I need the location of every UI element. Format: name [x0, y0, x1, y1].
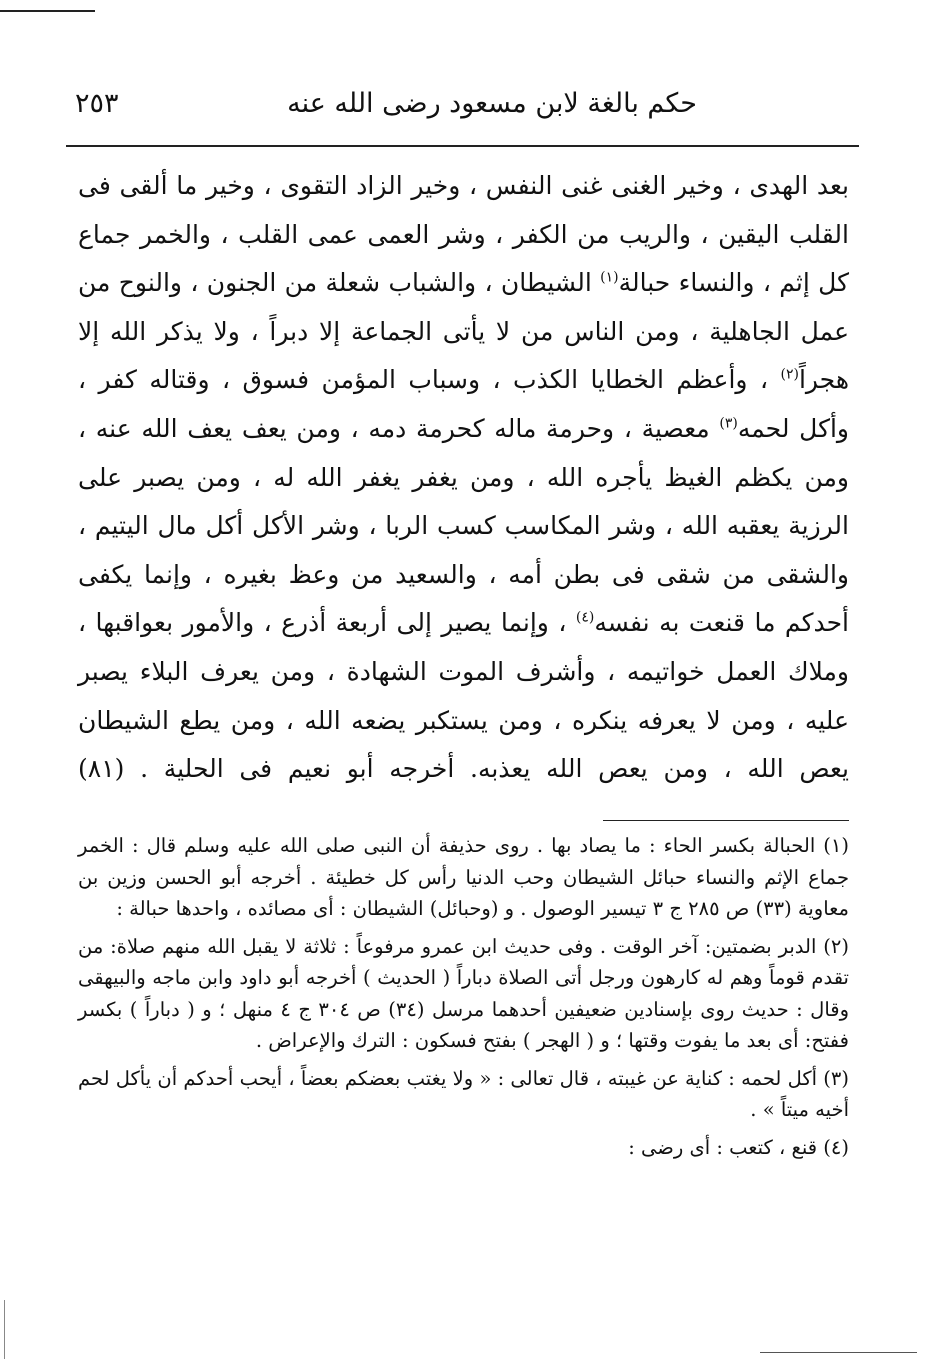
main-text: [78, 162, 849, 794]
footnotes: [78, 830, 849, 1169]
footnote-ref-4: (٤): [575, 610, 595, 627]
main-text-segment: الشيطان ، والشباب شعلة من الجنون ، والنوح من عمل الجاهلية ، ومن الناس من لا يأتى الجماعة إلا دبراً ، ولا يذكر الله إلا هجراً: [78, 268, 849, 395]
footnote-1: (١) الحبالة بكسر الحاء : ما يصاد بها . روى حذيفة أن النبى صلى الله عليه وسلم قال : الخمر جماع الإثم والنساء حبائل الشيطان وحب الدنيا رأس كل خطيئة . أخرجه أبو الحسن وزين بن معاوية (٣٣) ص ٢٨٥ ج ٣ تيسير الوصول . و (وحبائل) الشيطان : أى مصائده ، واحدها حبالة :: [78, 834, 849, 920]
footnote-ref-3: (٣): [719, 415, 738, 432]
footnote-ref-1: (١): [600, 269, 619, 286]
page-header: [70, 82, 857, 130]
header-rule: [66, 145, 859, 147]
footnote-ref-2: (٢): [780, 367, 799, 384]
scan-edge-line: [4, 1300, 5, 1359]
footnote-3: (٣) أكل لحمه : كناية عن غيبته ، قال تعالى : « ولا يغتب بعضكم بعضاً ، أيحب أحدكم أن يأكل لحم أخيه ميتاً » .: [78, 1066, 849, 1121]
top-left-rule: [0, 10, 95, 12]
footnote-2: (٢) الدبر بضمتين: آخر الوقت . وفى حديث ابن عمرو مرفوعاً : ثلاثة لا يقبل الله منهم صلاة: من تقدم قوماً وهم له كارهون ورجل أتى الصلاة دباراً ( الحديث ) أخرجه أبو داود وابن ماجه والبيهقى وقال : حديث روى بإسنادين ضعيفين أحدهما مرسل (٣٤) ص ٣٠٤ ج ٤ منهل ؛ و ( دباراً ) بكسر ففتح: أى بعد ما يفوت وقتها ؛ و ( الهجر ) بفتح فسكون : الترك والإعراض .: [78, 934, 849, 1052]
footnote-4: (٤) قنع ، كتعب : أى رضى :: [628, 1135, 849, 1159]
main-text-segment: ، وإنما يصير إلى أربعة أذرع ، والأمور بعواقبها ، وملاك العمل خواتيمه ، وأشرف الموت الشهادة ، ومن يعرف البلاء يصبر عليه ، ومن لا يعرفه ينكره ، ومن يستكبر يضعه الله ، ومن يطع الشيطان يعص الله ، ومن يعص الله يعذبه. أخرجه أبو نعيم فى الحلية . (٨١): [78, 608, 849, 784]
running-title: حكم بالغة لابن مسعود رضى الله عنه: [287, 88, 697, 119]
main-text-segment: معصية ، وحرمة ماله كحرمة دمه ، ومن يعف يعف الله عنه ، ومن يكظم الغيظ يأجره الله ، ومن يغفر يغفر الله له ، ومن يصبر على الرزية يعقبه الله ، وشر المكاسب كسب الربا ، وشر الأكل أكل مال اليتيم ، والشقى من شقى فى بطن أمه ، والسعيد من وعظ بغيره ، وإنما يكفى أحدكم ما قنعت به نفسه: [78, 413, 849, 638]
page-number: ٢٥٣: [75, 88, 119, 119]
main-text-segment: ، وأعظم الخطايا الكذب ، وسباب المؤمن فسوق ، وقتاله كفر ، وأكل لحمه: [78, 365, 849, 443]
main-text-segment: بعد الهدى ، وخير الغنى غنى النفس ، وخير الزاد التقوى ، وخير ما ألقى فى القلب اليقين ، والريب من الكفر ، وشر العمى عمى القلب ، والخمر جماع كل إثم ، والنساء حبالة: [78, 171, 849, 298]
footnote-separator: [603, 820, 849, 821]
bottom-right-rule: [760, 1352, 917, 1353]
